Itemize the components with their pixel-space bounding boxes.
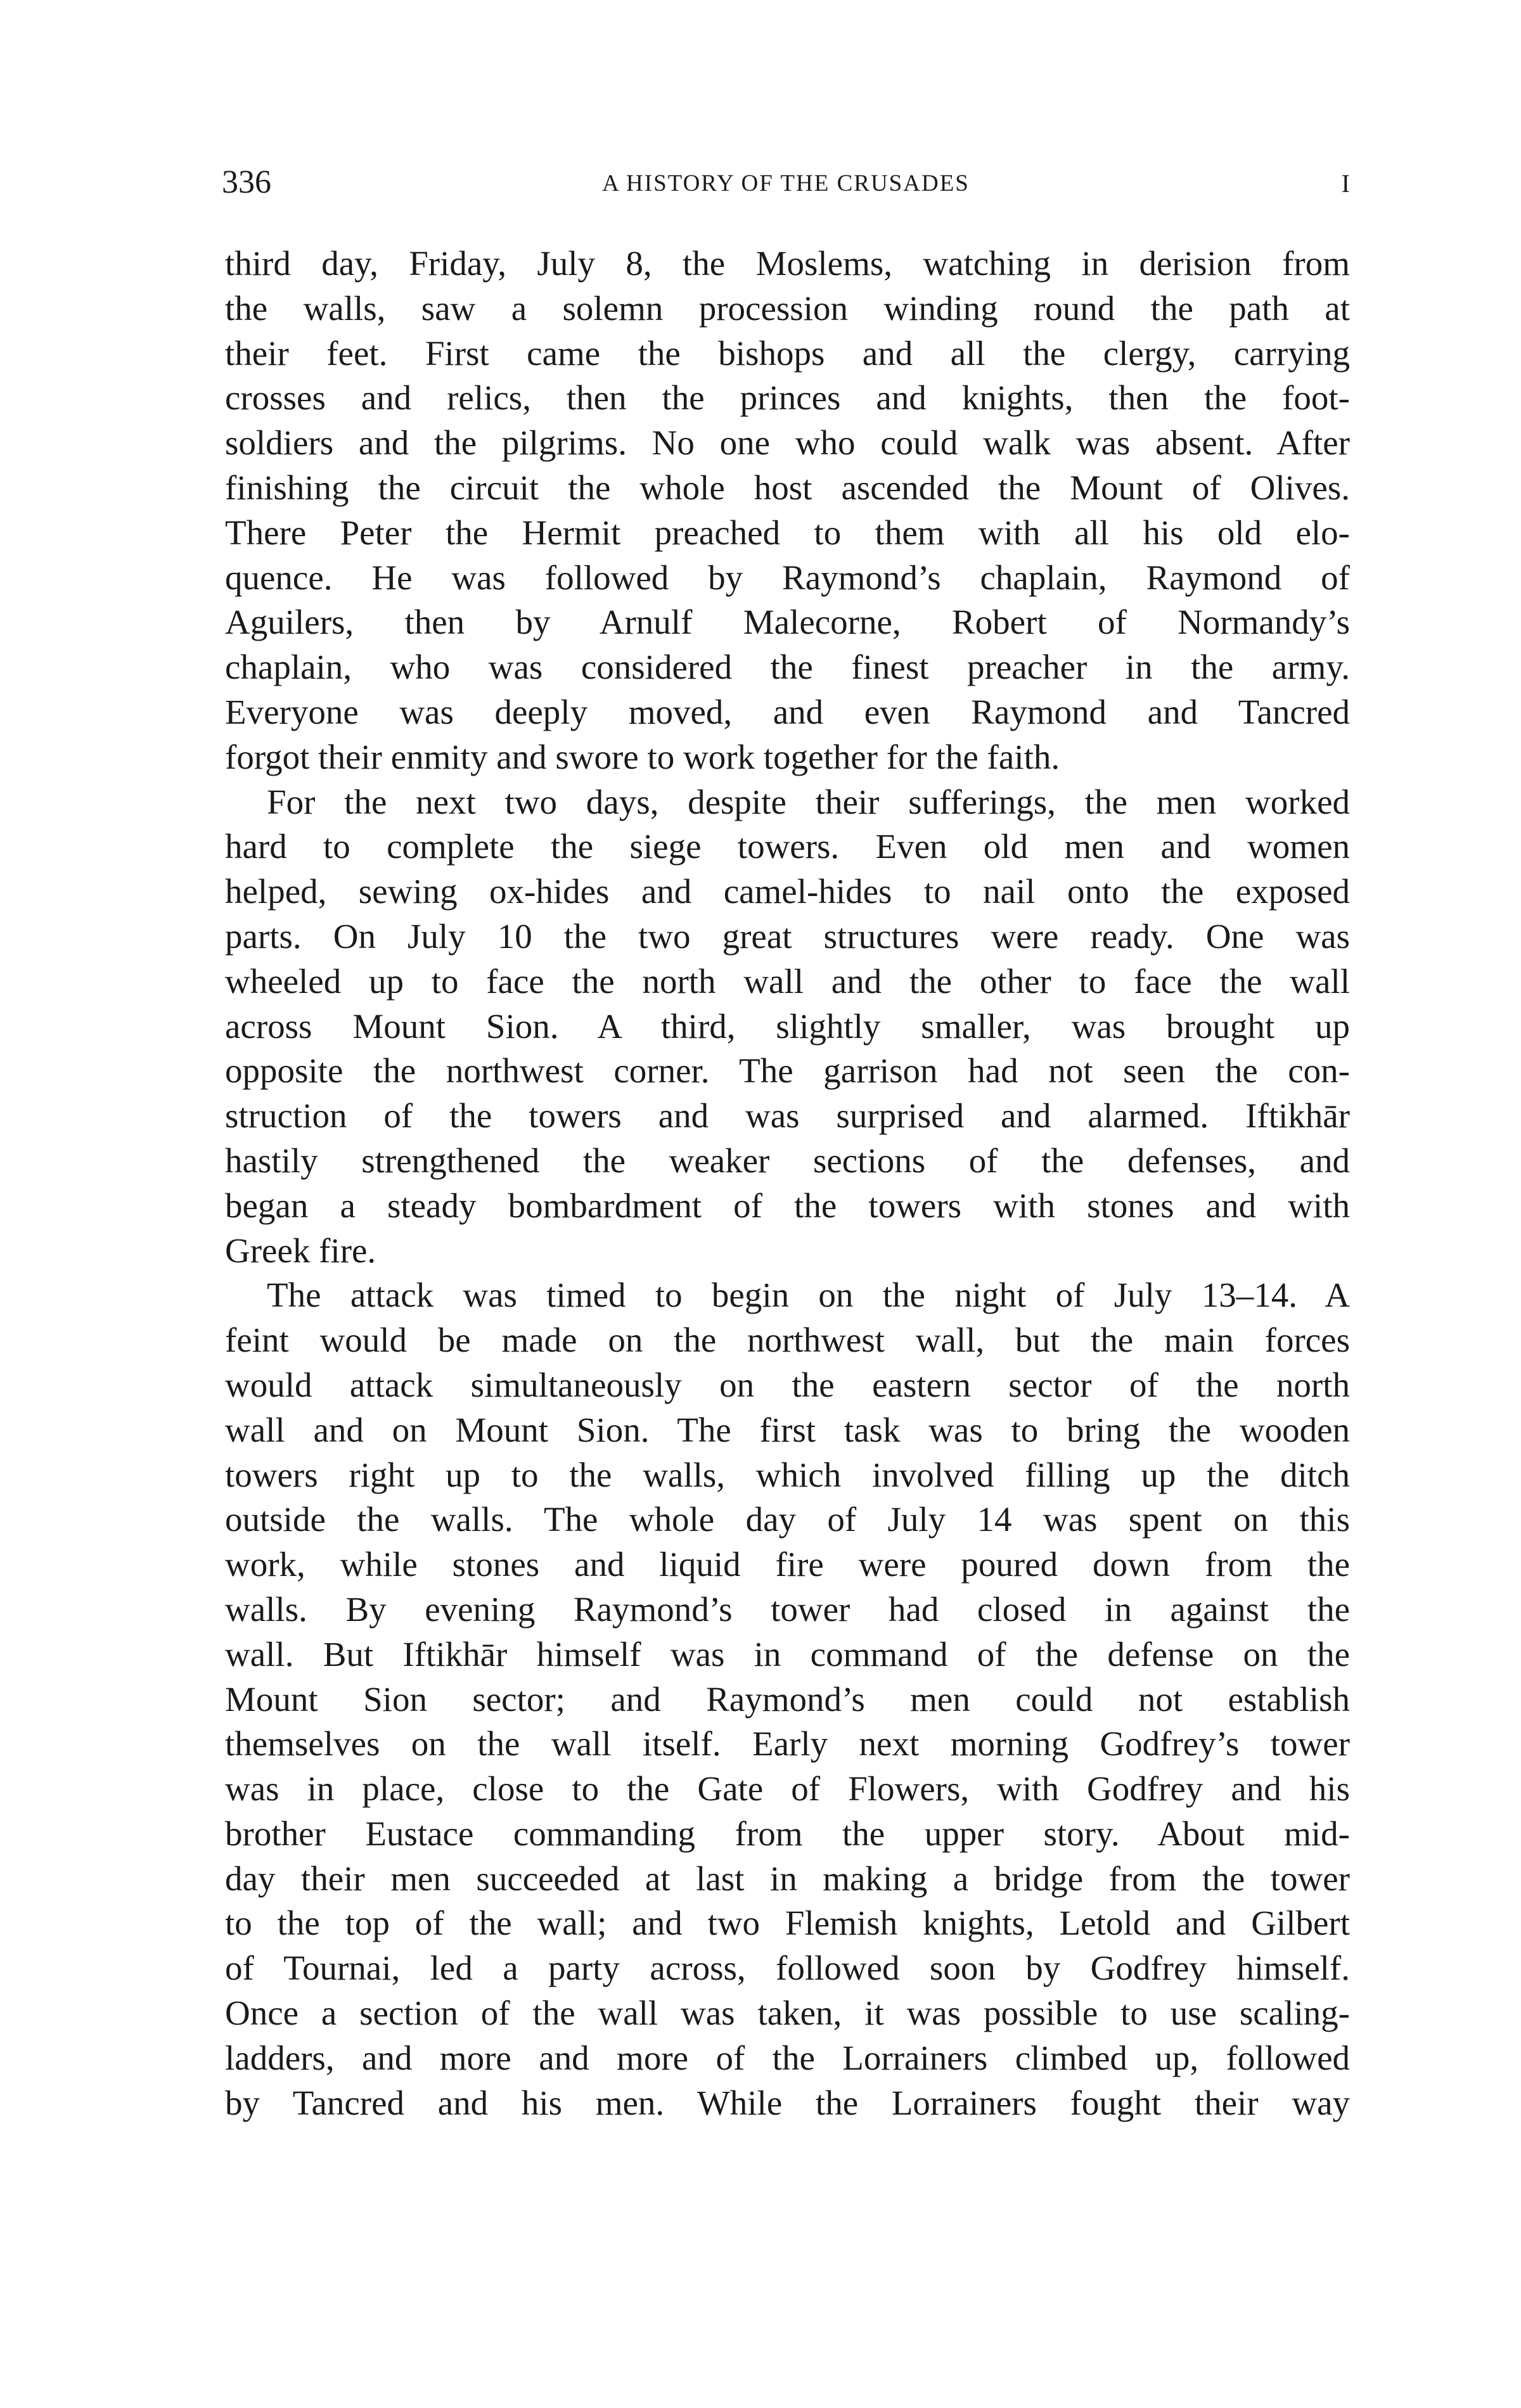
- text-line: crosses and relics, then the princes and knights, then the foot-: [225, 378, 1350, 418]
- text-line: helped, sewing ox-hides and camel-hides to nail onto the exposed: [225, 872, 1350, 911]
- text-line: feint would be made on the northwest wall, but the main forces: [225, 1321, 1350, 1360]
- text-line: wheeled up to face the north wall and the other to face the wall: [225, 961, 1350, 1001]
- text-line: quence. He was followed by Raymond’s chaplain, Raymond of: [225, 558, 1350, 597]
- text-line: opposite the northwest corner. The garrison had not seen the con-: [225, 1051, 1350, 1091]
- text-line: ladders, and more and more of the Lorrainers climbed up, followed: [225, 2038, 1350, 2077]
- text-line: their feet. First came the bishops and all the clergy, carrying: [225, 333, 1350, 373]
- page-number: 336: [222, 164, 271, 200]
- text-line: Everyone was deeply moved, and even Raymond and Tancred: [225, 692, 1350, 731]
- text-line: soldiers and the pilgrims. No one who could walk was absent. After: [225, 423, 1350, 463]
- text-line: brother Eustace commanding from the upper story. About mid-: [225, 1814, 1350, 1853]
- text-line: The attack was timed to begin on the night of July 13–14. A: [267, 1276, 1350, 1315]
- text-line: struction of the towers and was surprised and alarmed. Iftikhār: [225, 1096, 1350, 1136]
- text-line: outside the walls. The whole day of July 14 was spent on this: [225, 1500, 1350, 1539]
- text-line: of Tournai, led a party across, followed soon by Godfrey himself.: [225, 1949, 1350, 1988]
- text-line: to the top of the wall; and two Flemish knights, Letold and Gilbert: [225, 1904, 1350, 1943]
- text-line: began a steady bombardment of the towers with stones and with: [225, 1186, 1350, 1225]
- paragraph: [225, 780, 1350, 1274]
- text-line: third day, Friday, July 8, the Moslems, watching in derision from: [225, 244, 1350, 283]
- text-line: would attack simultaneously on the eastern sector of the north: [225, 1365, 1350, 1404]
- text-line: the walls, saw a solemn procession winding round the path at: [225, 288, 1350, 328]
- text-line: hard to complete the siege towers. Even old men and women: [225, 827, 1350, 866]
- text-line: walls. By evening Raymond’s tower had closed in against the: [225, 1589, 1350, 1629]
- text-line: Mount Sion sector; and Raymond’s men could not establish: [225, 1679, 1350, 1719]
- text-line: towers right up to the walls, which involved filling up the ditch: [225, 1455, 1350, 1494]
- paragraph: [225, 241, 1350, 780]
- book-title: A HISTORY OF THE CRUSADES: [602, 170, 970, 196]
- text-line: Greek fire.: [225, 1231, 376, 1270]
- body-text: [225, 241, 1350, 2125]
- paragraph: [225, 1273, 1350, 2125]
- text-line: For the next two days, despite their sufferings, the men worked: [267, 782, 1350, 821]
- text-line: by Tancred and his men. While the Lorrainers fought their way: [225, 2083, 1350, 2122]
- part-number: I: [1341, 169, 1350, 198]
- text-line: Once a section of the wall was taken, it was possible to use scaling-: [225, 1994, 1350, 2033]
- text-line: There Peter the Hermit preached to them with all his old elo-: [225, 513, 1350, 552]
- text-line: finishing the circuit the whole host ascended the Mount of Olives.: [225, 468, 1350, 507]
- text-line: wall. But Iftikhār himself was in command of the defense on the: [225, 1634, 1350, 1674]
- text-line: was in place, close to the Gate of Flowers, with Godfrey and his: [225, 1769, 1350, 1809]
- text-line: work, while stones and liquid fire were poured down from the: [225, 1545, 1350, 1584]
- text-line: parts. On July 10 the two great structures were ready. One was: [225, 916, 1350, 956]
- text-line: forgot their enmity and swore to work together for the faith.: [225, 737, 1060, 776]
- text-line: chaplain, who was considered the finest preacher in the army.: [225, 648, 1350, 687]
- text-line: wall and on Mount Sion. The first task was to bring the wooden: [225, 1410, 1350, 1449]
- running-head: [222, 163, 1350, 202]
- text-line: themselves on the wall itself. Early next morning Godfrey’s tower: [225, 1724, 1350, 1764]
- text-line: day their men succeeded at last in making a bridge from the tower: [225, 1859, 1350, 1898]
- text-line: across Mount Sion. A third, slightly smaller, was brought up: [225, 1006, 1350, 1046]
- text-line: hastily strengthened the weaker sections of the defenses, and: [225, 1141, 1350, 1180]
- text-line: Aguilers, then by Arnulf Malecorne, Robert of Normandy’s: [225, 603, 1350, 642]
